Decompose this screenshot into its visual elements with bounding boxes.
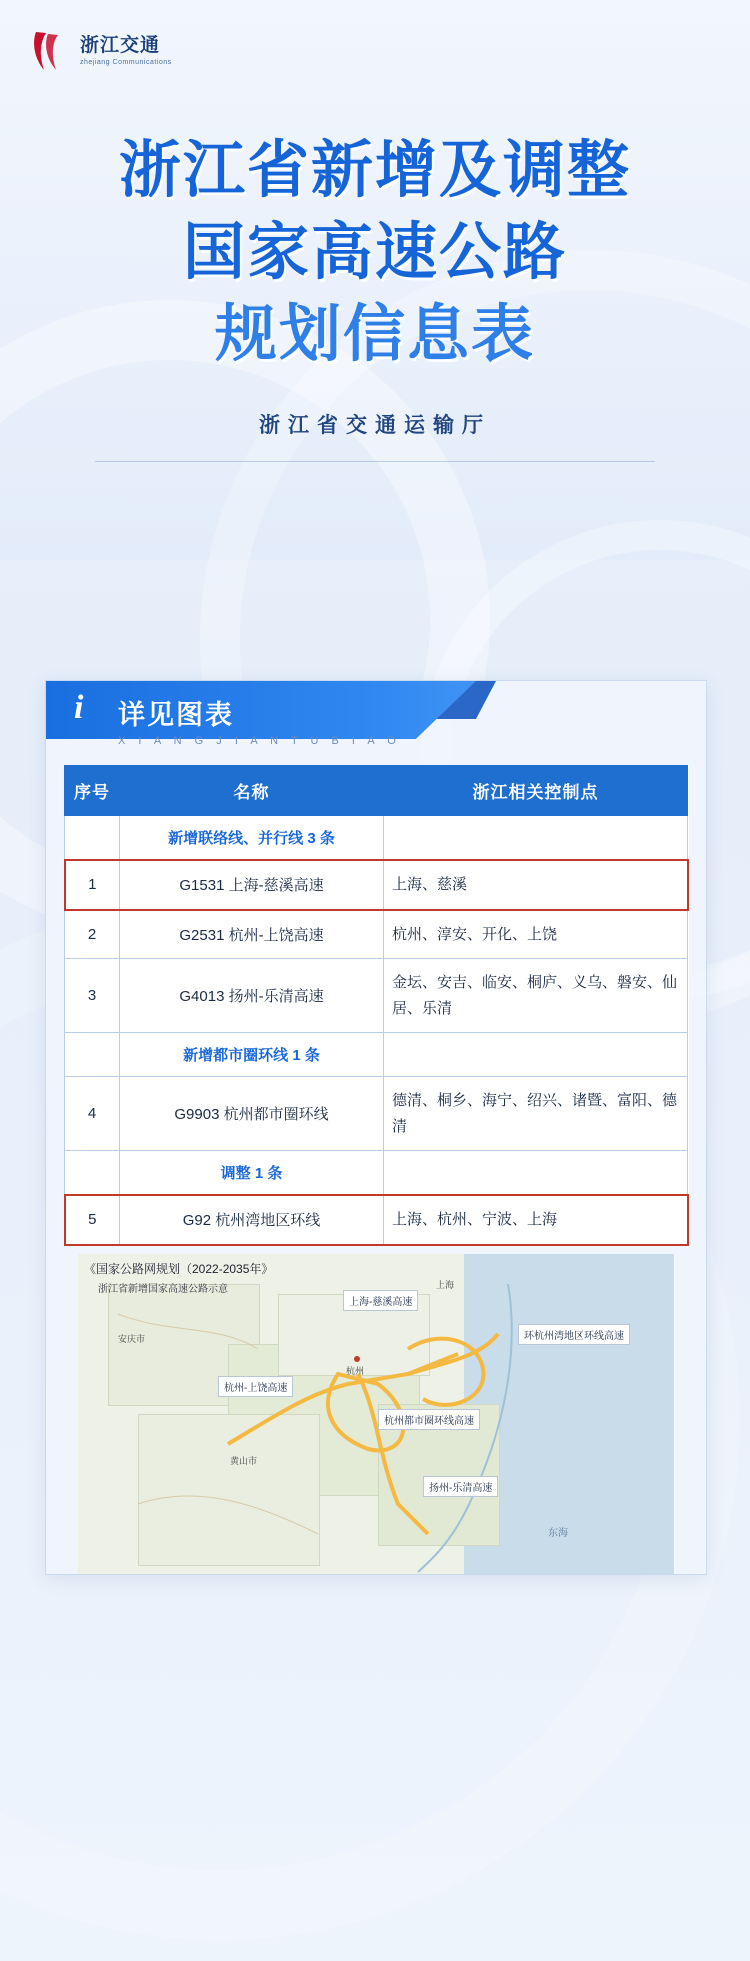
column-header-control-points: 浙江相关控制点 bbox=[384, 766, 688, 816]
table-section-row bbox=[65, 816, 688, 861]
row-index: 3 bbox=[65, 959, 120, 1033]
row-index: 5 bbox=[65, 1195, 120, 1245]
brand-name-en: zhejiang Communications bbox=[80, 58, 172, 66]
map-caption-main: 《国家公路网规划（2022-2035年》 bbox=[84, 1261, 274, 1276]
section-label: 新增都市圈环线 1 条 bbox=[120, 1033, 384, 1077]
page-subtitle: 浙江省交通运输厅 bbox=[259, 414, 491, 438]
map-city-label-shanghai: 上海 bbox=[436, 1279, 455, 1290]
table-section-row bbox=[65, 1151, 688, 1196]
table-header-row bbox=[65, 766, 688, 816]
card-header bbox=[46, 681, 706, 757]
row-name: G4013 扬州-乐清高速 bbox=[120, 959, 384, 1033]
title-line-1: 浙江省新增及调整 bbox=[118, 136, 631, 205]
map-label-hangzhou-metro-ring: 杭州都市圈环线高速 bbox=[378, 1409, 480, 1430]
map-city-label-huangshan: 黄山市 bbox=[230, 1455, 258, 1466]
divider bbox=[95, 461, 655, 462]
zhejiang-transport-logo-icon bbox=[30, 28, 72, 74]
table-row bbox=[65, 1195, 688, 1245]
table-row bbox=[65, 910, 688, 959]
highway-plan-table bbox=[64, 765, 689, 1246]
map-city-label-hangzhou: 杭州 bbox=[346, 1365, 365, 1376]
title-line-3: 规划信息表 bbox=[214, 299, 535, 369]
section-label: 调整 1 条 bbox=[120, 1151, 384, 1196]
section-label: 新增联络线、并行线 3 条 bbox=[120, 816, 384, 861]
map-caption bbox=[84, 1260, 273, 1295]
row-index: 4 bbox=[65, 1077, 120, 1151]
row-name: G92 杭州湾地区环线 bbox=[120, 1195, 384, 1245]
row-name: G9903 杭州都市圈环线 bbox=[120, 1077, 384, 1151]
map-label-yangzhou-yueqing: 扬州-乐清高速 bbox=[423, 1476, 498, 1497]
brand-text bbox=[80, 36, 172, 66]
map-sea-label: 东海 bbox=[548, 1527, 568, 1539]
brand-logo bbox=[30, 28, 172, 74]
card-header-banner bbox=[46, 681, 476, 739]
row-name: G2531 杭州-上饶高速 bbox=[120, 910, 384, 959]
row-control-points: 杭州、淳安、开化、上饶 bbox=[384, 910, 688, 959]
map-label-hangzhou-shangrao: 杭州-上饶高速 bbox=[218, 1376, 293, 1397]
highway-map bbox=[78, 1254, 674, 1574]
table-row bbox=[65, 1077, 688, 1151]
page-title bbox=[0, 130, 750, 462]
row-name: G1531 上海-慈溪高速 bbox=[120, 860, 384, 910]
info-icon: i bbox=[74, 689, 84, 726]
info-card bbox=[45, 680, 707, 1575]
map-city-dot bbox=[354, 1356, 360, 1362]
table-row bbox=[65, 959, 688, 1033]
brand-name-cn: 浙江交通 bbox=[80, 35, 161, 57]
row-control-points: 上海、慈溪 bbox=[384, 860, 688, 910]
column-header-name: 名称 bbox=[120, 766, 384, 816]
row-control-points: 上海、杭州、宁波、上海 bbox=[384, 1195, 688, 1245]
title-line-2: 国家高速公路 bbox=[182, 217, 567, 287]
table-section-row bbox=[65, 1033, 688, 1077]
card-pinyin: X I A N G J I A N T U B I A O bbox=[118, 735, 401, 747]
table-row bbox=[65, 860, 688, 910]
map-label-hangzhou-bay-ring: 环杭州湾地区环线高速 bbox=[518, 1324, 630, 1345]
row-control-points: 德清、桐乡、海宁、绍兴、诸暨、富阳、德清 bbox=[384, 1077, 688, 1151]
map-label-shanghai-cixi: 上海-慈溪高速 bbox=[343, 1290, 418, 1311]
row-index: 2 bbox=[65, 910, 120, 959]
map-caption-sub: 浙江省新增国家高速公路示意 bbox=[98, 1283, 228, 1295]
row-control-points: 金坛、安吉、临安、桐庐、义乌、磐安、仙居、乐清 bbox=[384, 959, 688, 1033]
card-heading: 详见图表 bbox=[118, 700, 234, 730]
map-city-label-anqing: 安庆市 bbox=[118, 1333, 146, 1344]
column-header-index: 序号 bbox=[65, 766, 120, 816]
row-index: 1 bbox=[65, 860, 120, 910]
